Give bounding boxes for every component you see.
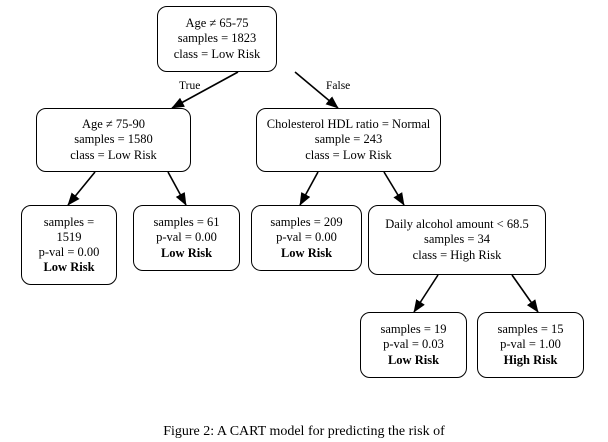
node-line: samples = 61 — [153, 215, 220, 230]
node-leaf-1519[interactable] — [21, 205, 117, 285]
node-line: p-val = 1.00 — [500, 337, 561, 352]
node-line: samples = — [43, 214, 95, 229]
node-line: samples = 34 — [423, 232, 491, 247]
node-line: class = Low Risk — [70, 147, 157, 162]
edge-label-false: False — [326, 80, 351, 92]
node-line: class = Low Risk — [173, 46, 261, 61]
node-line: p-val = 0.00 — [276, 230, 337, 245]
node-line-class: Low Risk — [43, 260, 95, 275]
node-line: Age ≠ 75-90 — [81, 117, 146, 132]
node-line: sample = 243 — [314, 132, 383, 147]
node-line: Daily alcohol amount < 68.5 — [385, 217, 529, 232]
node-leaf-61[interactable] — [133, 205, 240, 271]
node-line: p-val = 0.00 — [156, 230, 217, 245]
node-line: Age ≠ 65-75 — [185, 16, 249, 31]
edge-label-true: True — [179, 80, 201, 92]
node-daily-alcohol-amount[interactable] — [368, 205, 546, 275]
figure-caption: Figure 2: A CART model for predicting the risk of — [163, 424, 445, 439]
node-line: class = High Risk — [412, 247, 502, 262]
node-leaf-209[interactable] — [251, 205, 362, 271]
node-line-class: Low Risk — [280, 245, 333, 260]
node-line: samples = 1580 — [74, 132, 153, 147]
node-line: p-val = 0.03 — [383, 337, 444, 352]
node-cholesterol-hdl-ratio[interactable] — [256, 108, 441, 172]
node-line-class: Low Risk — [160, 245, 213, 260]
node-line: Cholesterol HDL ratio = Normal — [266, 117, 431, 132]
node-line: samples = 19 — [380, 322, 447, 337]
node-age-75-90[interactable] — [36, 108, 191, 172]
node-line: p-val = 0.00 — [38, 245, 100, 259]
node-line-class: High Risk — [503, 352, 558, 367]
node-leaf-15[interactable] — [477, 312, 584, 378]
node-line: samples = 1823 — [177, 31, 257, 46]
node-line: samples = 15 — [497, 322, 564, 337]
node-root-age-65-75[interactable] — [157, 6, 277, 72]
node-line-class: Low Risk — [387, 352, 440, 367]
node-line: 1519 — [56, 229, 82, 244]
node-line: class = Low Risk — [305, 147, 392, 162]
node-line: samples = 209 — [270, 215, 343, 230]
node-leaf-19[interactable] — [360, 312, 467, 378]
